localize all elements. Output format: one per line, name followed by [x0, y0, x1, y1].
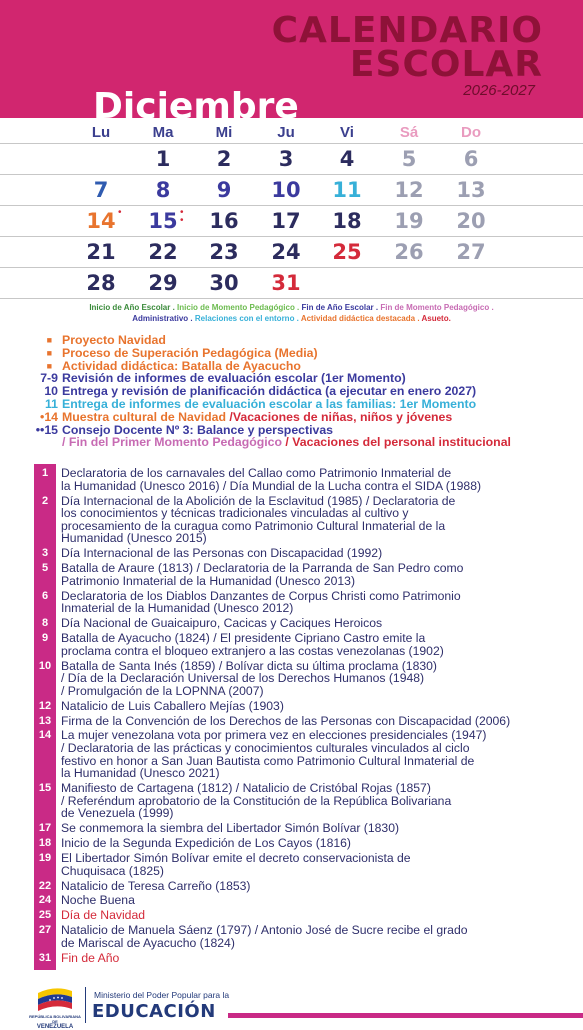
ephemeris-day: 27 — [38, 924, 52, 937]
ephemeris-day: 18 — [38, 837, 52, 850]
ephemeris-text: festivo en honor a San Juan Bautista como Patrimonio Cultural Inmaterial de — [61, 753, 475, 768]
day-3: 3 — [278, 147, 294, 171]
day-10: 10 — [271, 178, 301, 202]
grid-line — [0, 267, 583, 268]
ephemeris-text: Batalla de Santa Inés (1859) / Bolívar dicta su última proclama (1830) — [61, 658, 437, 673]
event-text-secondary: / Vacaciones del personal institucional — [282, 435, 511, 450]
weekday-0: Lu — [91, 124, 111, 141]
event-text-secondary: /Vacaciones de niñas, niños y jóvenes — [226, 409, 453, 424]
legend-item: Inicio de Año Escolar . — [89, 303, 178, 312]
ephemeris-text: Manifiesto de Cartagena (1812) / Natalicio de Cristóbal Rojas (1857) — [61, 781, 431, 796]
ephemeris-text: El Libertador Simón Bolívar emite el decreto conservacionista de — [61, 851, 411, 865]
ephemeris-text: Humanidad (Unesco 2015) — [61, 531, 207, 546]
weekday-6: Do — [461, 124, 481, 141]
ephemeris-day: 3 — [41, 547, 49, 560]
event-text: Entrega y revisión de planificación didáctica (a ejecutar en enero 2027) — [62, 384, 477, 399]
weekday-5: Sá — [399, 124, 419, 141]
ephemeris-text: los conocimientos y técnicas tradicionales vinculadas al cultivo y — [61, 506, 409, 521]
grid-line — [0, 236, 583, 237]
legend-line-1 — [0, 302, 583, 313]
event-text: Muestra cultural de Navidad — [62, 409, 227, 424]
ephemeris-text: / Declaratoria de las prácticas y conocimientos culturales vinculados al ciclo — [61, 741, 470, 755]
day-2: 2 — [216, 147, 232, 171]
day-9: 9 — [216, 178, 232, 202]
ephemeris-text: Día Internacional de las Personas con Discapacidad (1992) — [61, 546, 383, 561]
day-30: 30 — [209, 271, 239, 295]
government-country: VENEZUELA — [36, 1024, 74, 1030]
ephemeris-day: 6 — [41, 589, 49, 602]
ephemeris-text: Batalla de Araure (1813) / Declaratoria de la Parranda de San Pedro como — [61, 561, 464, 576]
event-marker: 7-9 — [40, 371, 58, 386]
ephemeris-text: la Humanidad (Unesco 2021) — [61, 766, 220, 781]
weekday-3: Ju — [277, 124, 295, 141]
event-marker: ■ — [46, 335, 52, 345]
day-8: 8 — [155, 178, 171, 202]
ephemeris-text: Firma de la Convención de los Derechos de las Personas con Discapacidad (2006) — [61, 713, 511, 728]
ephemeris-text: de Mariscal de Ayacucho (1824) — [61, 935, 235, 950]
grid-line — [0, 143, 583, 144]
event-marker: ••15 — [35, 422, 58, 437]
day-5: 5 — [401, 147, 417, 171]
ephemeris-day: 8 — [41, 617, 49, 630]
ephemeris-text: Fin de Año — [61, 950, 120, 965]
color-legend — [0, 302, 583, 324]
ephemeris-text: / Día de la Declaración Universal de los Derechos Humanos (1948) — [61, 671, 425, 686]
calendar-title — [271, 10, 543, 85]
title-line-1: CALENDARIO — [271, 10, 543, 51]
ephemeris-day: 22 — [38, 879, 52, 892]
day-13: 13 — [456, 178, 486, 202]
legend-item: Inicio de Momento Pedagógico . — [177, 303, 302, 312]
day-24: 24 — [271, 240, 301, 264]
ephemeris-day: 17 — [38, 822, 52, 835]
venezuela-flag-icon — [36, 985, 74, 1015]
ephemeris-day: 5 — [41, 562, 49, 575]
ephemeris-text: Día de Navidad — [61, 908, 146, 923]
grid-line — [0, 174, 583, 175]
day-1: 1 — [155, 147, 171, 171]
ephemeris-day: 14 — [38, 729, 52, 742]
footer — [0, 985, 583, 1030]
day-12: 12 — [394, 178, 424, 202]
legend-line-2 — [0, 313, 583, 324]
weekday-header — [70, 124, 500, 144]
ephemeris-text: Inmaterial de la Humanidad (Unesco 2012) — [61, 601, 294, 616]
ephemeris-text: Chuquisaca (1825) — [61, 863, 164, 878]
day-7: 7 — [93, 178, 109, 202]
event-text: Actividad didáctica: Batalla de Ayacucho — [62, 358, 301, 373]
day-18: 18 — [332, 209, 362, 233]
ephemeris-day: 25 — [38, 909, 52, 922]
ephemeris-day: 2 — [41, 494, 49, 507]
ephemeris-day: 13 — [38, 714, 52, 727]
ephemeris-text: Batalla de Ayacucho (1824) / El presidente Cipriano Castro emite la — [61, 631, 426, 645]
legend-item: Relaciones con el entorno . — [194, 314, 301, 323]
day-27: 27 — [456, 240, 486, 264]
legend-item: Fin de Momento Pedagógico . — [380, 303, 494, 312]
grid-line — [0, 298, 583, 299]
event-marker: ■ — [46, 347, 52, 358]
ephemeris-text: / Promulgación de la LOPNNA (2007) — [61, 683, 264, 698]
event-text: Consejo Docente Nº 3: Balance y perspectivas — [62, 422, 334, 437]
ephemeris-day: 9 — [41, 632, 49, 644]
ephemeris-text: Natalicio de Manuela Sáenz (1797) / Antonio José de Sucre recibe el grado — [61, 923, 468, 938]
ephemeris-text: Se conmemora la siembra del Libertador Simón Bolívar (1830) — [61, 821, 400, 836]
ephemeris-day: 19 — [38, 852, 52, 864]
event-text: Entrega de informes de evaluación escolar a las familias: 1er Momento — [62, 397, 477, 411]
day-29: 29 — [148, 271, 178, 295]
title-line-2: ESCOLAR — [349, 44, 543, 85]
weekday-4: Vi — [340, 124, 354, 141]
ephemeris-text: Día Nacional de Guaicaipuro, Cacicas y Caciques Heroicos — [61, 616, 383, 631]
ephemeris-text: La mujer venezolana vota por primera vez en elecciones presidenciales (1947) — [61, 728, 487, 743]
legend-item: Fin de Año Escolar . — [301, 303, 381, 312]
day-19: 19 — [394, 209, 424, 233]
ephemeris-day: 10 — [38, 659, 52, 672]
footer-accent-bar — [228, 1013, 583, 1018]
ministry-label: Ministerio del Poder Popular para la — [94, 990, 230, 1000]
day-28: 28 — [86, 271, 116, 295]
grid-line — [0, 205, 583, 206]
government-small: REPÚBLICA BOLIVARIANA DE — [29, 1014, 81, 1024]
day-23: 23 — [209, 240, 239, 264]
day-marker-dot: • • — [180, 207, 184, 226]
legend-item: Administrativo . — [132, 314, 195, 323]
ephemeris-text: Noche Buena — [61, 893, 135, 908]
event-marker: ■ — [46, 360, 52, 371]
day-15: 15 — [148, 209, 178, 233]
weekday-1: Ma — [152, 124, 174, 141]
legend-item: Asueto. — [421, 314, 451, 323]
day-6: 6 — [463, 147, 479, 171]
ephemeris-text: Natalicio de Luis Caballero Mejías (1903) — [61, 698, 284, 713]
day-21: 21 — [86, 240, 116, 264]
event-text: / Fin del Primer Momento Pedagógico — [62, 435, 283, 450]
day-22: 22 — [148, 240, 178, 264]
education-label: EDUCACIÓN — [92, 1001, 216, 1022]
ephemeris-text: de Venezuela (1999) — [61, 806, 174, 821]
ephemeris-text: Declaratoria de los carnavales del Callao como Patrimonio Inmaterial de — [61, 466, 452, 480]
ephemeris-day: 24 — [38, 894, 52, 907]
ephemeris-day: 1 — [41, 467, 49, 479]
ephemeris-text: / Referéndum aprobatorio de la Constitución de la República Bolivariana — [61, 793, 452, 808]
day-25: 25 — [332, 240, 362, 264]
event-marker: 11 — [45, 397, 58, 411]
ephemeris-day: 15 — [38, 782, 52, 795]
day-14: 14 — [86, 209, 116, 233]
calendar-grid — [0, 143, 583, 298]
event-marker: •14 — [40, 409, 58, 424]
day-marker-dot: • — [118, 207, 122, 218]
ephemeris-text: procesamiento de la curagua como Patrimonio Cultural Inmaterial de la — [61, 518, 446, 533]
ephemeris-day: 12 — [38, 699, 52, 712]
event-marker: 10 — [44, 384, 58, 399]
ephemeris-text: proclama contra el bloqueo extranjero a las costas venezolanas (1902) — [61, 643, 444, 658]
event-text: Proceso de Superación Pedagógica (Media) — [62, 345, 318, 360]
government-label — [28, 1014, 82, 1030]
month-title: Diciembre — [93, 86, 299, 127]
day-20: 20 — [456, 209, 486, 233]
ephemeris-text: la Humanidad (Unesco 2016) / Día Mundial de la Lucha contra el SIDA (1988) — [61, 478, 482, 493]
legend-item: Actividad didáctica destacada . — [300, 314, 422, 323]
school-years: 2026-2027 — [463, 82, 535, 99]
day-16: 16 — [209, 209, 239, 233]
day-11: 11 — [332, 178, 362, 202]
day-17: 17 — [271, 209, 301, 233]
ephemeris-text: Natalicio de Teresa Carreño (1853) — [61, 878, 251, 893]
footer-divider — [85, 987, 86, 1023]
day-4: 4 — [339, 147, 355, 171]
ephemeris-day: 31 — [38, 951, 52, 964]
ephemeris-text: Patrimonio Inmaterial de la Humanidad (Unesco 2013) — [61, 573, 356, 588]
ephemeris-text: Día Internacional de la Abolición de la Esclavitud (1985) / Declaratoria de — [61, 493, 456, 508]
day-31: 31 — [271, 271, 301, 295]
event-item — [62, 436, 511, 449]
ephemeris-text: Declaratoria de los Diablos Danzantes de Corpus Christi como Patrimonio — [61, 588, 461, 603]
weekday-2: Mi — [215, 124, 233, 141]
event-text: Proyecto Navidad — [62, 333, 166, 347]
event-text: Revisión de informes de evaluación escolar (1er Momento) — [62, 371, 406, 386]
day-26: 26 — [394, 240, 424, 264]
ephemeris-text: Inicio de la Segunda Expedición de Los Cayos (1816) — [61, 836, 351, 851]
